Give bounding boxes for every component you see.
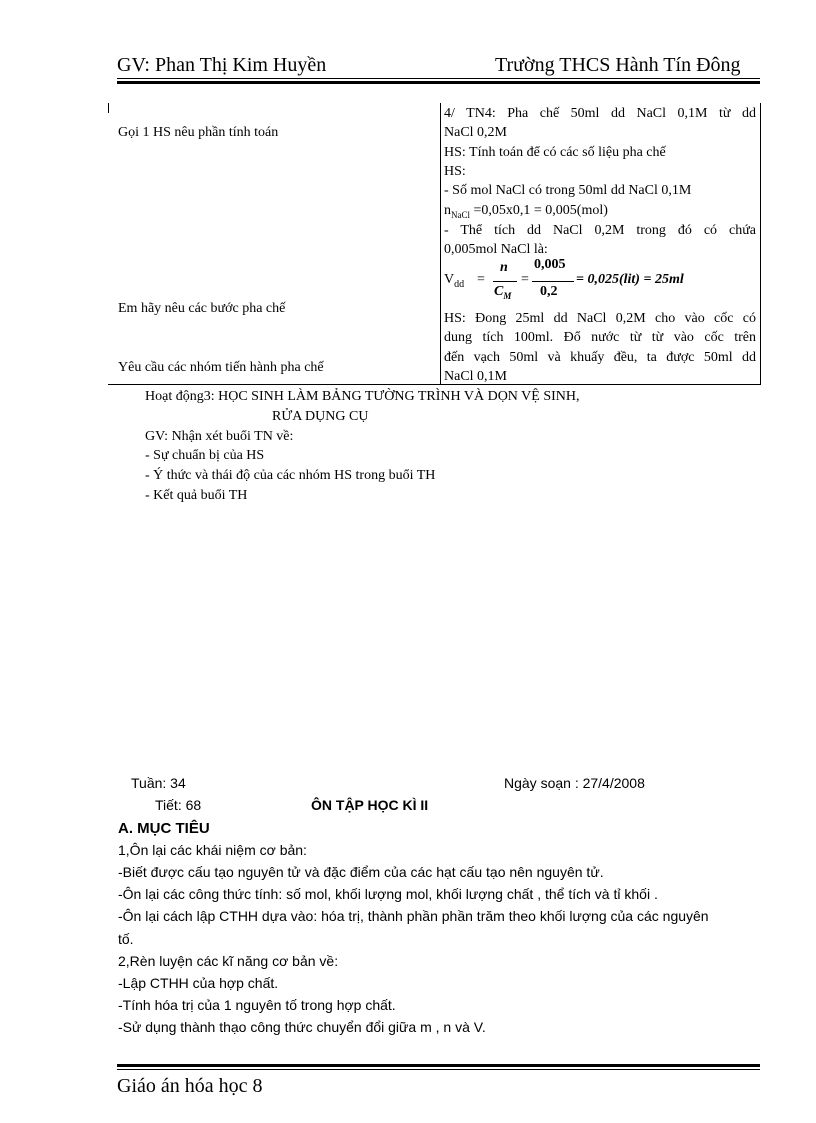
formula-num2: 0,005 [534, 257, 566, 272]
table-right-line: HS: Đong 25ml dd NaCl 0,2M cho vào cốc có [444, 311, 756, 326]
formula-result: = 0,025(lit) = 25ml [576, 272, 684, 287]
objective-line: 1,Ôn lại các khái niệm cơ bản: [118, 842, 307, 858]
mol-value: =0,05x0,1 = 0,005(mol) [470, 203, 608, 218]
table-right-line: đến vạch 50ml và khuấy đều, ta được 50ml dd [444, 350, 756, 365]
objective-line: -Lập CTHH của hợp chất. [118, 975, 279, 991]
formula-num1: n [500, 260, 508, 275]
formula-lhs: $V_{dd}$ [444, 272, 465, 290]
table-right-line: dung tích 100ml. Đổ nước từ từ vào cốc trên [444, 330, 756, 345]
objective-line: -Biết được cấu tạo nguyên tử và đặc điểm của các hạt cấu tạo nên nguyên tử. [118, 864, 604, 880]
formula-den1: $C_M$ [494, 284, 512, 301]
objective-line: -Tính hóa trị của 1 nguyên tố trong hợp chất. [118, 997, 396, 1013]
table-right-mol-line [444, 203, 608, 220]
footer-rule-thin [117, 1069, 760, 1070]
formula-lhs-sub: dd [454, 278, 465, 290]
table-right-line: NaCl 0,2M [444, 125, 507, 140]
fraction-bar-1 [493, 281, 517, 282]
lesson-period: Tiết: 68 [155, 797, 202, 813]
header-teacher: GV: Phan Thị Kim Huyền [117, 54, 327, 76]
table-right-line: - Thể tích dd NaCl 0,2M trong đó có chứa [444, 223, 756, 238]
objective-line: tố. [118, 931, 134, 947]
table-right-line: HS: Tính toán để có các số liệu pha chế [444, 145, 666, 160]
objective-line: -Sử dụng thành thạo công thức chuyển đổi giữa m , n và V. [118, 1019, 486, 1035]
header-rule-thick [117, 81, 760, 84]
table-left-edge [108, 103, 109, 113]
table-column-divider [440, 103, 441, 385]
header-school: Trường THCS Hành Tín Đông [495, 54, 741, 76]
activity3-title-cont: RỬA DỤNG CỤ [272, 409, 369, 424]
formula-equals-2: = [521, 272, 529, 287]
table-left-cell-2: Em hãy nêu các bước pha chế [118, 301, 286, 316]
activity3-title: Hoạt động3: HỌC SINH LÀM BẢNG TƯỜNG TRÌNH VÀ DỌN VỆ SINH, [145, 389, 580, 404]
table-left-cell-1: Gọi 1 HS nêu phần tính toán [118, 125, 279, 140]
header-rule-thin [117, 78, 760, 79]
formula-equals: = [477, 272, 485, 287]
footer-text: Giáo án hóa học 8 [117, 1075, 263, 1097]
table-right-line: NaCl 0,1M [444, 369, 507, 384]
section-a-heading: A. MỤC TIÊU [118, 820, 210, 837]
activity3-item: - Kết quả buổi TH [145, 488, 248, 503]
table-left-cell-3: Yêu cầu các nhóm tiến hành pha chế [118, 360, 324, 375]
table-right-line: 4/ TN4: Pha chế 50ml dd NaCl 0,1M từ dd [444, 106, 756, 121]
objective-line: -Ôn lại các công thức tính: số mol, khối lượng mol, khối lượng chất , thể tích và tỉ khối . [118, 886, 658, 902]
activity3-gv: GV: Nhận xét buổi TN về: [145, 429, 294, 444]
table-right-line: 0,005mol NaCl là: [444, 242, 548, 257]
objective-line: -Ôn lại cách lập CTHH dựa vào: hóa trị, thành phần phần trăm theo khối lượng của các nguyên [118, 908, 709, 924]
mol-symbol: n [444, 203, 451, 218]
activity3-item: - Ý thức và thái độ của các nhóm HS trong buổi TH [145, 468, 436, 483]
mol-subscript: NaCl [451, 209, 470, 220]
fraction-bar-2 [532, 281, 574, 282]
footer-rule-thick [117, 1064, 760, 1067]
table-right-line: - Số mol NaCl có trong 50ml dd NaCl 0,1M [444, 183, 692, 198]
formula-den2: 0,2 [540, 284, 558, 299]
lesson-week: Tuần: 34 [131, 775, 186, 791]
objective-line: 2,Rèn luyện các kĩ năng cơ bản về: [118, 953, 339, 969]
activity3-item: - Sự chuẩn bị của HS [145, 448, 265, 463]
table-right-line: HS: [444, 164, 466, 179]
lesson-date: Ngày soạn : 27/4/2008 [504, 775, 645, 791]
lesson-title: ÔN TẬP HỌC KÌ II [311, 797, 429, 813]
